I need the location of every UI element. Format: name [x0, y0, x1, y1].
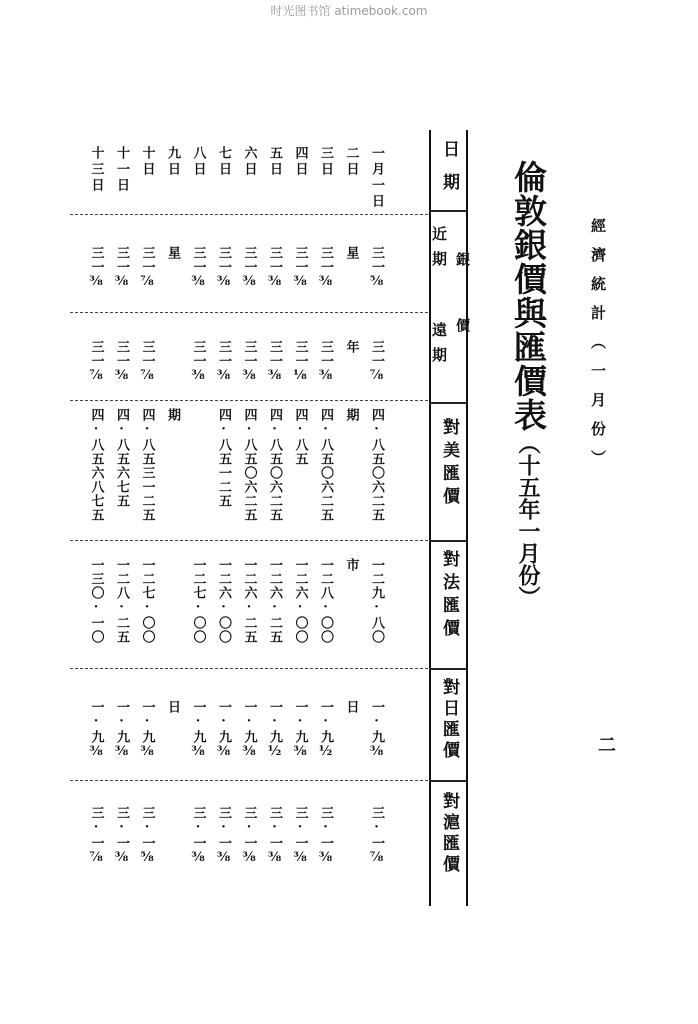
cell-sh-1: 三·一⅞ — [369, 806, 384, 866]
cell-sh-4: 三·一⅜ — [292, 806, 308, 866]
header-shanghai: 對滬匯價 — [439, 792, 459, 876]
header-silver: 銀價 — [454, 252, 470, 384]
cell-date-10: 十日 — [139, 146, 155, 178]
header-far: 遠期 — [430, 322, 448, 372]
cell-usd-9: 期 — [165, 408, 180, 422]
table-title — [509, 160, 548, 608]
cell-date-2: 二日 — [343, 146, 359, 178]
cell-far-6: 三一⅜ — [241, 340, 257, 384]
cell-usd-7: 四·八五一二五 — [216, 408, 231, 508]
cell-far-1: 三一⅞ — [369, 340, 384, 384]
cell-jpy-9: 日 — [165, 700, 180, 714]
cell-jpy-3: 一·九½ — [318, 700, 333, 760]
header-sep-3 — [429, 540, 467, 542]
cell-far-12: 三一⅞ — [88, 340, 104, 384]
row-sep-4 — [70, 540, 428, 541]
header-usd: 對美匯價 — [439, 418, 459, 510]
cell-date-11: 十一日 — [114, 146, 129, 194]
table-rule-right — [466, 130, 468, 906]
cell-sh-8: 三·一⅜ — [190, 806, 206, 866]
row-sep-5 — [70, 668, 428, 669]
cell-near-11: 三一⅜ — [114, 246, 129, 290]
cell-sh-11: 三·一⅜ — [114, 806, 129, 866]
running-head: 經濟統計（一月份） — [589, 218, 607, 479]
cell-usd-2: 期 — [343, 408, 359, 422]
cell-jpy-2: 日 — [343, 700, 359, 714]
cell-date-5: 五日 — [267, 146, 282, 178]
cell-near-9: 星 — [165, 246, 180, 260]
cell-jpy-7: 一·九⅜ — [216, 700, 231, 760]
cell-far-11: 三一⅜ — [114, 340, 129, 384]
cell-date-12: 十三日 — [88, 146, 104, 194]
cell-jpy-12: 一·九⅜ — [88, 700, 104, 760]
cell-usd-11: 四·八五六七五 — [114, 408, 129, 508]
title-sub: （十五年一月份） — [515, 432, 541, 608]
cell-near-4: 三一⅜ — [292, 246, 308, 290]
cell-usd-10: 四·八五三一二五 — [139, 408, 155, 522]
header-sep-1 — [429, 210, 467, 212]
header-fra: 對法匯價 — [439, 550, 459, 642]
cell-near-5: 三一⅜ — [267, 246, 282, 290]
cell-sh-5: 三·一⅜ — [267, 806, 282, 866]
cell-near-3: 三一⅜ — [318, 246, 333, 290]
row-sep-3 — [70, 400, 428, 401]
cell-date-6: 六日 — [241, 146, 257, 178]
row-sep-2 — [70, 312, 428, 313]
header-jpy: 對日匯價 — [439, 678, 459, 762]
cell-jpy-4: 一·九⅜ — [292, 700, 308, 760]
cell-fra-3: 一二八·〇〇 — [318, 558, 333, 644]
header-near: 近期 — [430, 226, 448, 276]
cell-date-7: 七日 — [216, 146, 231, 178]
cell-near-2: 星 — [343, 246, 359, 260]
cell-sh-7: 三·一⅜ — [216, 806, 231, 866]
cell-jpy-10: 一·九⅜ — [139, 700, 155, 760]
cell-far-2: 年 — [343, 340, 359, 354]
cell-usd-12: 四·八五六八七五 — [88, 408, 104, 522]
watermark: 时光图书馆 atimebook.com — [270, 4, 428, 18]
header-date: 日期 — [439, 140, 459, 206]
cell-near-10: 三一⅞ — [139, 246, 155, 290]
cell-usd-4: 四·八五 — [292, 408, 308, 466]
cell-date-4: 四日 — [292, 146, 308, 178]
cell-far-10: 三一⅞ — [139, 340, 155, 384]
cell-jpy-11: 一·九⅜ — [114, 700, 129, 760]
cell-far-5: 三一⅜ — [267, 340, 282, 384]
cell-jpy-6: 一·九⅜ — [241, 700, 257, 760]
cell-fra-6: 一二六·二五 — [241, 558, 257, 644]
cell-fra-12: 一三〇·一〇 — [88, 558, 104, 644]
cell-far-7: 三一⅜ — [216, 340, 231, 384]
cell-sh-10: 三·一⅝ — [139, 806, 155, 866]
row-sep-6 — [70, 780, 428, 781]
cell-date-9: 九日 — [165, 146, 180, 178]
cell-fra-4: 一二六·〇〇 — [292, 558, 308, 644]
cell-sh-12: 三·一⅞ — [88, 806, 104, 866]
cell-fra-2: 市 — [343, 558, 359, 572]
cell-jpy-8: 一·九⅜ — [190, 700, 206, 760]
cell-far-4: 三一⅛ — [292, 340, 308, 384]
cell-fra-7: 一二六·〇〇 — [216, 558, 231, 644]
title-main: 倫敦銀價與匯價表 — [509, 160, 548, 432]
page-number: 二 — [595, 735, 616, 753]
cell-near-8: 三一⅜ — [190, 246, 206, 290]
cell-jpy-1: 一·九⅜ — [369, 700, 384, 760]
cell-date-3: 三日 — [318, 146, 333, 178]
cell-fra-10: 一二七·〇〇 — [139, 558, 155, 644]
cell-near-7: 三一⅜ — [216, 246, 231, 290]
cell-far-3: 三一⅜ — [318, 340, 333, 384]
cell-usd-3: 四·八五〇六二五 — [318, 408, 333, 522]
cell-near-12: 三一⅜ — [88, 246, 104, 290]
header-sep-5 — [429, 780, 467, 782]
cell-fra-5: 一二六·二五 — [267, 558, 282, 644]
header-sep-4 — [429, 668, 467, 670]
cell-fra-1: 一二九·八〇 — [369, 558, 384, 644]
cell-date-1: 一月一日 — [369, 146, 384, 210]
cell-near-6: 三一⅜ — [241, 246, 257, 290]
cell-sh-3: 三·一⅜ — [318, 806, 333, 866]
cell-usd-5: 四·八五〇六二五 — [267, 408, 282, 522]
cell-jpy-5: 一·九½ — [267, 700, 282, 760]
cell-fra-8: 一二七·〇〇 — [190, 558, 206, 644]
cell-sh-6: 三·一⅜ — [241, 806, 257, 866]
cell-far-8: 三一⅜ — [190, 340, 206, 384]
cell-fra-11: 一二八·二五 — [114, 558, 129, 644]
cell-near-1: 三一⅝ — [369, 246, 384, 290]
header-sep-2 — [429, 402, 467, 404]
cell-usd-6: 四·八五〇六二五 — [241, 408, 257, 522]
cell-date-8: 八日 — [190, 146, 206, 178]
row-sep-1 — [70, 214, 428, 215]
cell-usd-1: 四·八五〇六二五 — [369, 408, 384, 522]
